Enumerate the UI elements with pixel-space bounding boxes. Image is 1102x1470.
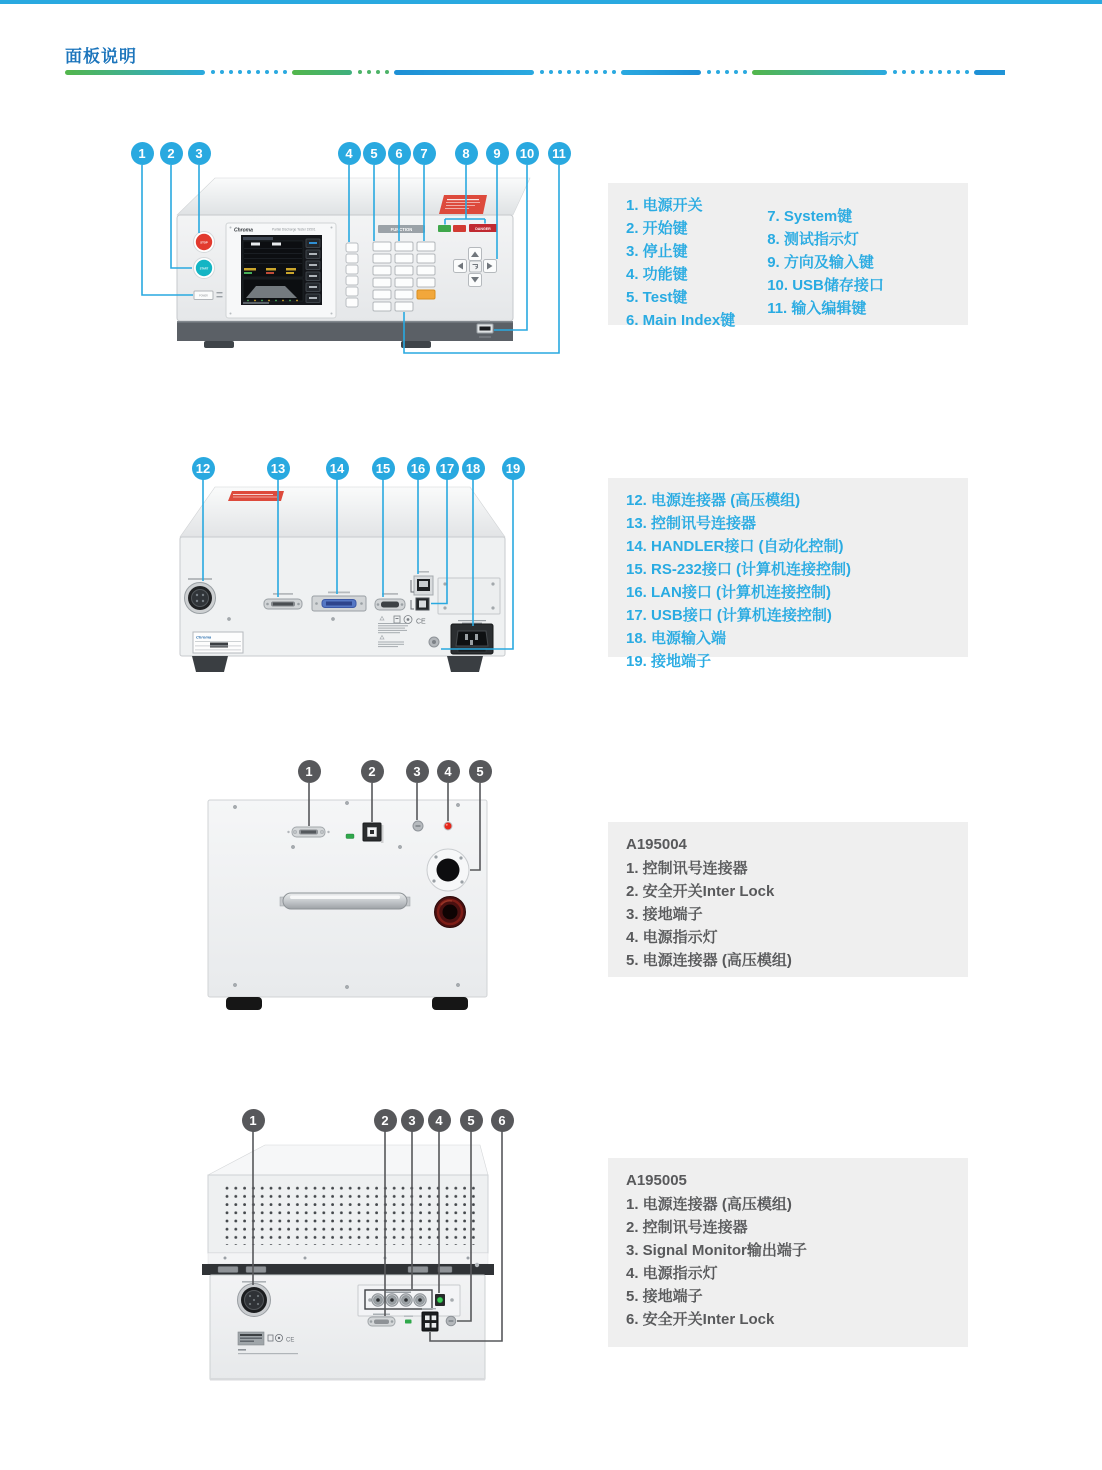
divider-dot: [734, 70, 738, 74]
warning-label: [439, 195, 487, 214]
device-foot: [432, 997, 468, 1010]
a195004-photo: [180, 750, 520, 1020]
ground-terminal: [446, 1316, 456, 1326]
callout-front-2: 2: [160, 142, 183, 165]
legend-item: 14. HANDLER接口 (自动化控制): [626, 538, 844, 555]
system-key: [417, 242, 435, 251]
brand-logo: Chroma: [234, 227, 253, 234]
handle: [280, 893, 410, 909]
legend-front-panel: [608, 183, 968, 329]
legend-item: 13. 控制讯号连接器: [626, 515, 757, 532]
callout-a4-1: 1: [298, 760, 321, 783]
svg-text:DANGER: DANGER: [475, 226, 491, 231]
callout-front-1: 1: [131, 142, 154, 165]
divider-dot: [920, 70, 924, 74]
legend-item: 19. 接地端子: [626, 653, 712, 670]
screw: [331, 617, 334, 620]
legend-item: 3. 接地端子: [626, 906, 703, 923]
enter-key: [417, 290, 435, 299]
fail-indicator: [453, 225, 466, 232]
device-foot: [226, 997, 262, 1010]
function-bar: [378, 225, 425, 233]
ground-terminal: [413, 821, 423, 831]
figure-front-panel: [120, 140, 600, 385]
divider-dot: [612, 70, 616, 74]
divider-dot: [743, 70, 747, 74]
test-key: [373, 242, 391, 251]
legend-column: [767, 194, 884, 332]
divider-dot: [247, 70, 251, 74]
pass-indicator: [438, 225, 451, 232]
callout-rear-17: 17: [436, 457, 459, 480]
divider-bar: [621, 70, 701, 75]
divider-dot: [211, 70, 215, 74]
device-foot: [401, 341, 431, 348]
divider-dot: [385, 70, 389, 74]
divider-bar: [974, 70, 1005, 75]
legend-item: 2. 控制讯号连接器: [626, 1219, 748, 1236]
legend-item: 3. Signal Monitor输出端子: [626, 1242, 807, 1259]
callout-rear-15: 15: [372, 457, 395, 480]
divider-dot: [956, 70, 960, 74]
divider-dot: [947, 70, 951, 74]
legend-item: 12. 电源连接器 (高压模组): [626, 492, 801, 509]
callout-a5-4: 4: [428, 1109, 451, 1132]
legend-item: 10. USB储存接口: [767, 277, 884, 294]
legend-item: 7. System键: [767, 208, 853, 225]
callout-front-10: 10: [516, 142, 539, 165]
legend-item: 8. 测试指示灯: [767, 231, 859, 248]
legend-item: 2. 开始键: [626, 220, 688, 237]
divider-dot: [220, 70, 224, 74]
screw: [227, 617, 230, 620]
divider-bar: [292, 70, 352, 75]
callout-rear-16: 16: [407, 457, 430, 480]
callout-front-6: 6: [388, 142, 411, 165]
divider-dot: [929, 70, 933, 74]
device-foot: [192, 656, 228, 672]
legend-item: 4. 功能键: [626, 266, 688, 283]
divider-dot: [902, 70, 906, 74]
divider-dot: [358, 70, 362, 74]
green-led: [346, 834, 354, 839]
callout-a4-4: 4: [437, 760, 460, 783]
callout-front-3: 3: [188, 142, 211, 165]
figure-a195005: [180, 1095, 560, 1400]
legend-a195004: [608, 822, 968, 977]
svg-text:STOP: STOP: [200, 240, 208, 245]
legend-item: 1. 电源开关: [626, 197, 703, 214]
divider-bar: [752, 70, 887, 75]
callout-front-9: 9: [486, 142, 509, 165]
divider-dot: [576, 70, 580, 74]
divider-dot: [283, 70, 287, 74]
callout-front-4: 4: [338, 142, 361, 165]
callout-rear-18: 18: [462, 457, 485, 480]
divider-dot: [911, 70, 915, 74]
divider-dot: [238, 70, 242, 74]
lcd-screen: [226, 223, 336, 318]
a195005-photo: [180, 1095, 560, 1400]
divider-dot: [567, 70, 571, 74]
divider-dot: [603, 70, 607, 74]
legend-a195005: [608, 1158, 968, 1347]
device-foot: [204, 341, 234, 348]
svg-text:START: START: [199, 267, 209, 271]
legend-column: [626, 194, 735, 332]
divider-dot: [707, 70, 711, 74]
page-top-rule: [0, 0, 1102, 4]
legend-rear-panel: [608, 478, 968, 670]
divider-dot: [229, 70, 233, 74]
divider-dot: [376, 70, 380, 74]
legend-item: 6. 安全开关Inter Lock: [626, 1311, 775, 1328]
legend-item: 9. 方向及输入键: [767, 254, 874, 271]
legend-item: 4. 电源指示灯: [626, 1265, 718, 1282]
divider-dot: [265, 70, 269, 74]
figure-rear-panel: [170, 450, 580, 690]
legend-item: 1. 控制讯号连接器: [626, 860, 748, 877]
model-title: Partial Discharge Tester 19501: [272, 227, 316, 232]
callout-front-8: 8: [455, 142, 478, 165]
callout-a5-2: 2: [374, 1109, 397, 1132]
power-led: [435, 1294, 445, 1306]
model-label: [193, 632, 243, 653]
svg-text:POWER: POWER: [199, 295, 208, 298]
callout-a5-1: 1: [242, 1109, 265, 1132]
ground-terminal: [429, 637, 439, 647]
callout-a5-6: 6: [491, 1109, 514, 1132]
device-top-face: [208, 1145, 488, 1175]
divider-dot: [938, 70, 942, 74]
callout-front-5: 5: [363, 142, 386, 165]
divider-dot: [725, 70, 729, 74]
divider-dot: [594, 70, 598, 74]
stop-button: [194, 232, 215, 253]
callout-a4-5: 5: [469, 760, 492, 783]
callout-a5-5: 5: [460, 1109, 483, 1132]
legend-item: 16. LAN接口 (计算机连接控制): [626, 584, 832, 601]
interlock-switch: [363, 823, 384, 843]
legend-item: 17. USB接口 (计算机连接控制): [626, 607, 832, 624]
control-signal-connector: [287, 827, 329, 837]
svg-text:CE: CE: [416, 618, 426, 626]
svg-text:CE: CE: [286, 1337, 295, 1344]
warning-label: [228, 491, 284, 501]
divider-bar: [65, 70, 205, 75]
callout-rear-19: 19: [502, 457, 525, 480]
device-bottom-strip: [177, 321, 513, 341]
power-led: [444, 822, 452, 830]
callout-a4-3: 3: [406, 760, 429, 783]
device-top-face: [180, 487, 505, 537]
divider-dot: [540, 70, 544, 74]
legend-title: A195005: [626, 1172, 687, 1189]
divider-dot: [367, 70, 371, 74]
svg-text:Chroma: Chroma: [196, 634, 212, 640]
clear-key: [417, 278, 435, 287]
divider-bar: [394, 70, 534, 75]
rear-panel-photo: [170, 450, 580, 690]
callout-rear-13: 13: [267, 457, 290, 480]
divider-dot: [256, 70, 260, 74]
divider-dot: [585, 70, 589, 74]
callout-rear-14: 14: [326, 457, 349, 480]
legend-item: 5. 接地端子: [626, 1288, 703, 1305]
device-foot: [447, 656, 483, 672]
hv-power-connector: [427, 849, 469, 891]
start-button: [194, 258, 215, 279]
legend-item: 3. 停止键: [626, 243, 688, 260]
callout-a4-2: 2: [361, 760, 384, 783]
legend-item: 6. Main Index键: [626, 312, 736, 329]
figure-a195004: [180, 750, 520, 1020]
callout-front-7: 7: [413, 142, 436, 165]
callout-a5-3: 3: [401, 1109, 424, 1132]
main-index-key: [395, 242, 413, 251]
front-panel-photo: [120, 140, 600, 385]
legend-item: 2. 安全开关Inter Lock: [626, 883, 775, 900]
legend-item: 5. 电源连接器 (高压模组): [626, 952, 792, 969]
divider-dot: [965, 70, 969, 74]
legend-item: 5. Test键: [626, 289, 688, 306]
legend-item: 11. 输入编辑键: [767, 300, 867, 317]
divider-dot: [549, 70, 553, 74]
mid-connector-band: [202, 1263, 494, 1275]
legend-item: 15. RS-232接口 (计算机连接控制): [626, 561, 852, 578]
legend-item: 1. 电源连接器 (高压模组): [626, 1196, 792, 1213]
hv-output-connector: [435, 897, 466, 928]
legend-title: A195004: [626, 836, 687, 853]
svg-text:FUNCTION: FUNCTION: [390, 226, 413, 232]
legend-item: 18. 电源输入端: [626, 630, 727, 647]
divider-dot: [893, 70, 897, 74]
callout-front-11: 11: [548, 142, 571, 165]
callout-rear-12: 12: [192, 457, 215, 480]
divider-dot: [274, 70, 278, 74]
decorative-divider: [65, 69, 1005, 75]
legend-item: 4. 电源指示灯: [626, 929, 718, 946]
divider-dot: [558, 70, 562, 74]
vent-holes: [220, 1183, 476, 1245]
page-title: 面板说明: [65, 47, 137, 66]
divider-dot: [716, 70, 720, 74]
